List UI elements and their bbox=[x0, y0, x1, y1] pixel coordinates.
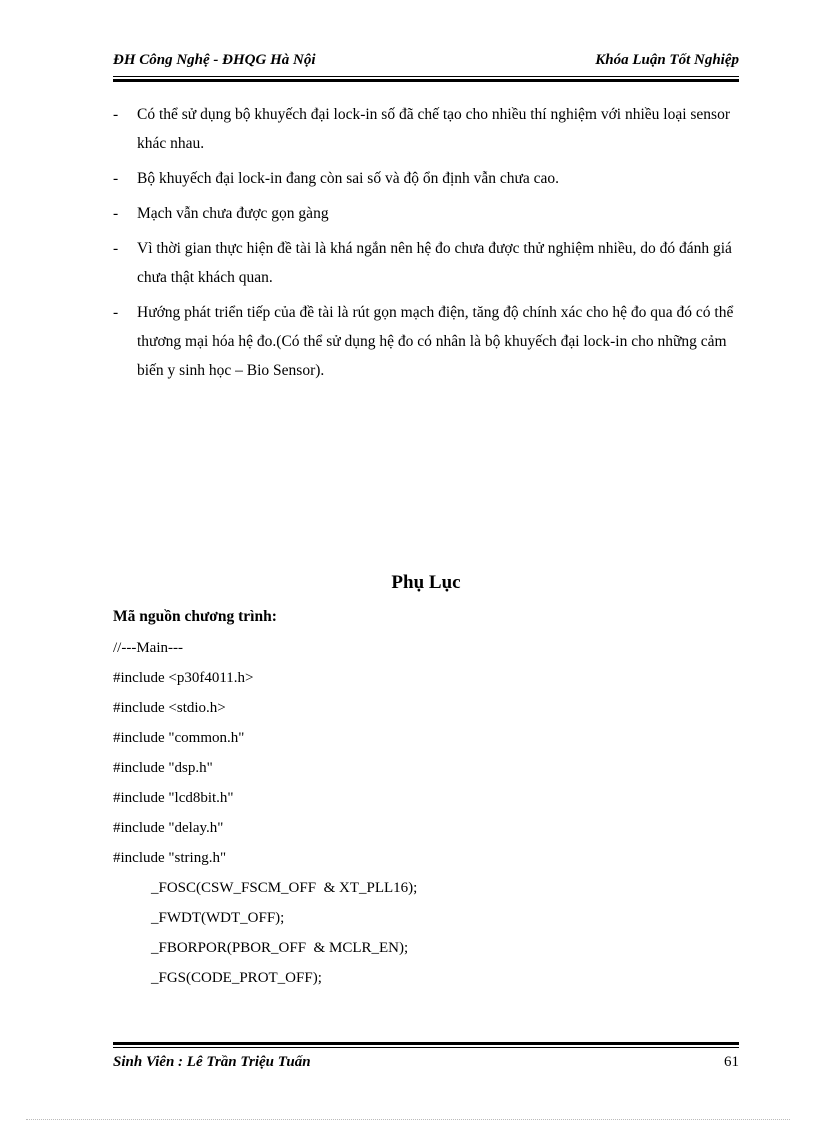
page-header bbox=[113, 52, 739, 74]
code-line: #include "dsp.h" bbox=[113, 760, 213, 776]
list-item bbox=[113, 199, 743, 228]
code-line: #include "string.h" bbox=[113, 850, 227, 866]
page-border-dotted bbox=[26, 1119, 790, 1120]
code-line: #include "lcd8bit.h" bbox=[113, 790, 234, 806]
bullet-text: Vì thời gian thực hiện đề tài là khá ngắn nên hệ đo chưa được thử nghiệm nhiều, do đó đánh giá chưa thật khách quan. bbox=[137, 240, 732, 286]
bullet-dash: - bbox=[113, 205, 119, 222]
page-number: 61 bbox=[724, 1054, 739, 1070]
footer-student-name: Sinh Viên : Lê Trần Triệu Tuấn bbox=[113, 1054, 311, 1070]
appendix-subtitle: Mã nguồn chương trình: bbox=[113, 608, 277, 625]
list-item bbox=[113, 164, 743, 193]
bullet-text: Hướng phát triển tiếp của đề tài là rút gọn mạch điện, tăng độ chính xác cho hệ đo qua đó có thể thương mại hóa hệ đo.(Có thể sử dụng hệ đo có nhân là bộ khuyếch đại lock-in cho những cảm biến y sinh học – Bio Sensor). bbox=[137, 304, 734, 379]
bullet-text: Mạch vẫn chưa được gọn gàng bbox=[137, 205, 329, 222]
header-document-type: Khóa Luận Tốt Nghiệp bbox=[595, 52, 739, 68]
header-rule-thin bbox=[113, 76, 739, 77]
code-line: _FOSC(CSW_FSCM_OFF & XT_PLL16); bbox=[151, 880, 418, 896]
code-line: #include <p30f4011.h> bbox=[113, 670, 254, 686]
list-item bbox=[113, 298, 743, 385]
code-line: _FGS(CODE_PROT_OFF); bbox=[151, 970, 322, 986]
footer-rule-thick bbox=[113, 1042, 739, 1045]
header-rule-thick bbox=[113, 79, 739, 82]
footer-rule-thin bbox=[113, 1047, 739, 1048]
bullet-dash: - bbox=[113, 304, 119, 321]
code-line: _FBORPOR(PBOR_OFF & MCLR_EN); bbox=[151, 940, 409, 956]
bullet-text: Bộ khuyếch đại lock-in đang còn sai số và độ ổn định vẫn chưa cao. bbox=[137, 170, 560, 187]
header-university: ĐH Công Nghệ - ĐHQG Hà Nội bbox=[113, 52, 316, 68]
list-item bbox=[113, 100, 743, 158]
bullet-dash: - bbox=[113, 170, 119, 187]
code-line: #include "delay.h" bbox=[113, 820, 224, 836]
bullet-dash: - bbox=[113, 240, 119, 257]
code-line: #include <stdio.h> bbox=[113, 700, 226, 716]
page-footer bbox=[113, 1054, 739, 1076]
bullet-text: Có thể sử dụng bộ khuyếch đại lock-in số đã chế tạo cho nhiều thí nghiệm với nhiều loại sensor khác nhau. bbox=[137, 106, 730, 152]
conclusion-bullet-list bbox=[113, 100, 743, 391]
code-line: #include "common.h" bbox=[113, 730, 245, 746]
code-line: //---Main--- bbox=[113, 640, 183, 656]
source-code-listing bbox=[113, 638, 417, 998]
bullet-dash: - bbox=[113, 106, 119, 123]
list-item bbox=[113, 234, 743, 292]
code-line: _FWDT(WDT_OFF); bbox=[151, 910, 285, 926]
appendix-title: Phụ Lục bbox=[391, 572, 461, 593]
